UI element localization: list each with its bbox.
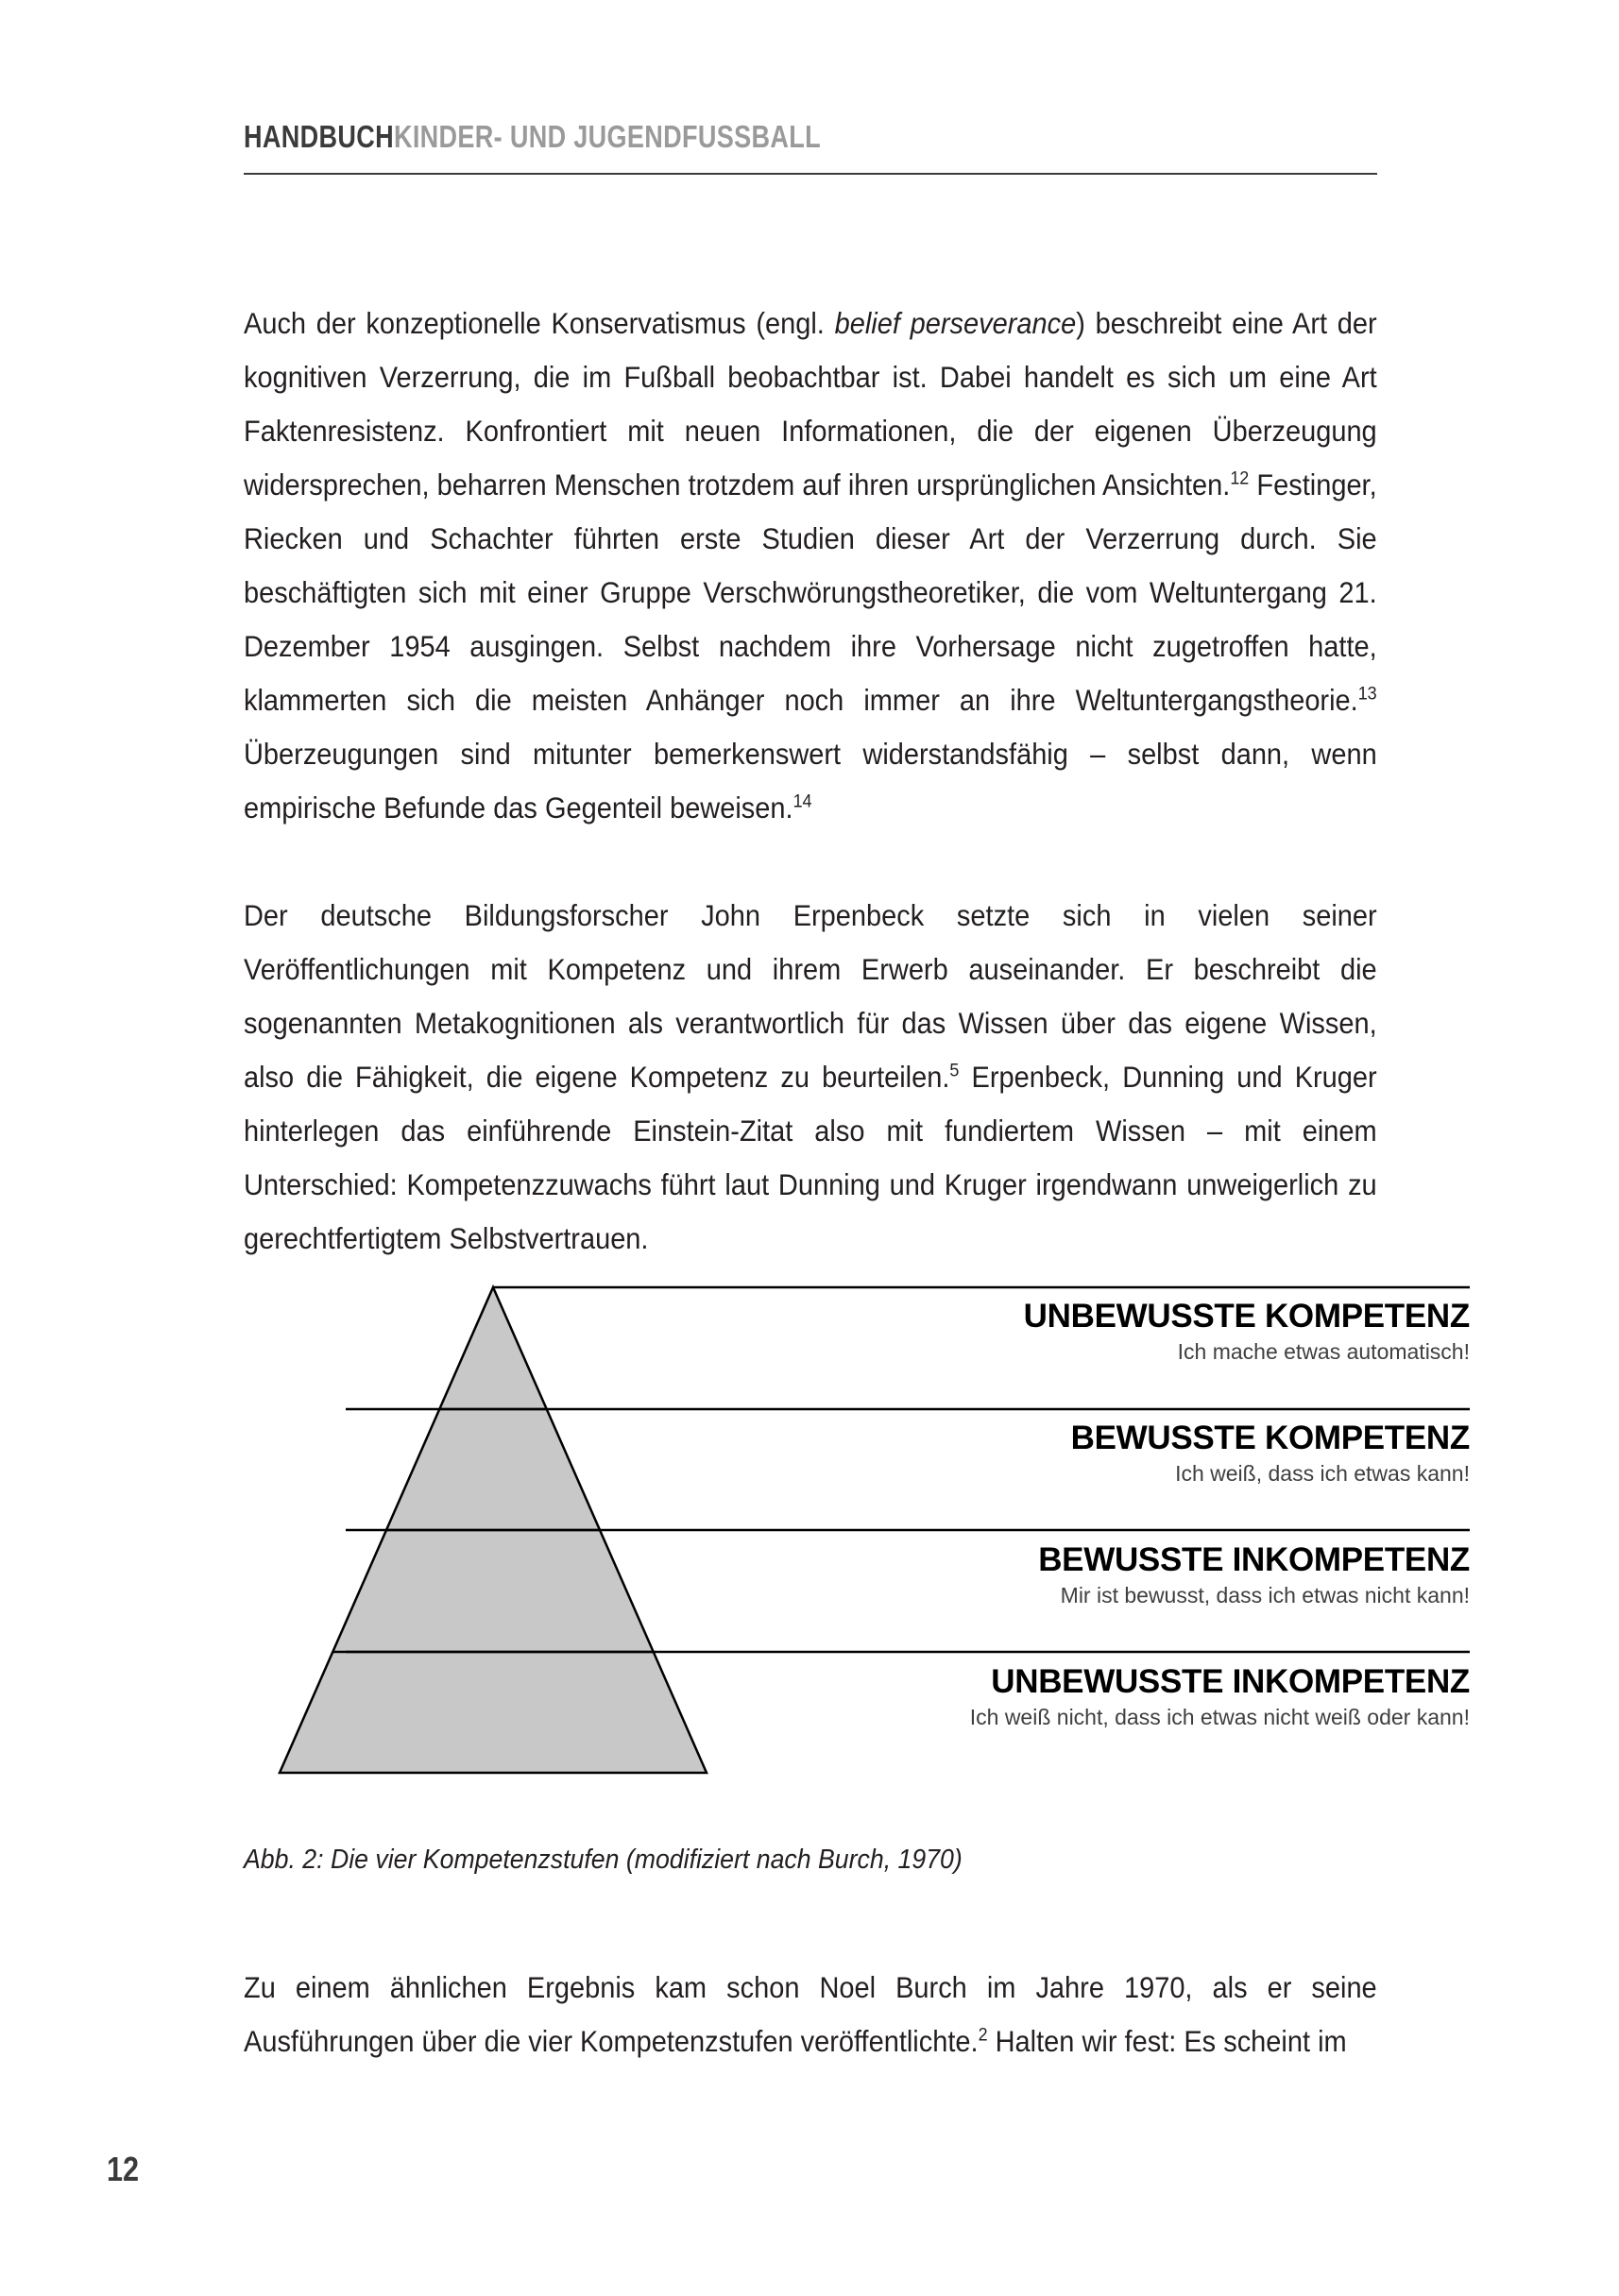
- footnote-ref-13: 13: [1357, 683, 1377, 705]
- figure-caption: Abb. 2: Die vier Kompetenzstufen (modifiziert nach Burch, 1970): [244, 1845, 963, 1875]
- p3-segment-a: Zu einem ähnlichen Ergebnis kam schon Noel Burch im Jahre 1970, als er seine Ausführungen über die vier Kompetenzstufen veröffentlichte.: [244, 1970, 1377, 2058]
- competence-pyramid-figure: [244, 1280, 1472, 1780]
- running-header: [244, 119, 1377, 155]
- page-number: 12: [107, 2150, 140, 2188]
- level-2-subtitle: Ich weiß, dass ich etwas kann!: [1175, 1461, 1470, 1486]
- p1-segment-a: Auch der konzeptionelle Konservatismus (engl.: [244, 306, 835, 340]
- footnote-ref-12: 12: [1230, 468, 1250, 489]
- p2-segment-b: Erpenbeck, Dunning und Kruger hinterlegen das einführende Einstein-Zitat also mit fundiertem Wissen – mit einem Unterschied: Kompetenzzuwachs führt laut Dunning und Kruger irgendwann unweigerlich zu gerechtfertigtem Selbstvertrauen.: [244, 1060, 1377, 1255]
- paragraph-belief-perseverance: [244, 297, 1377, 835]
- footnote-ref-2: 2: [978, 2024, 988, 2046]
- level-3-subtitle: Mir ist bewusst, dass ich etwas nicht kann!: [1060, 1583, 1470, 1607]
- footnote-ref-14: 14: [792, 791, 812, 812]
- p1-segment-c: Festinger, Riecken und Schachter führten erste Studien dieser Art der Verzerrung durch. Sie beschäftigten sich mit einer Gruppe Verschwörungstheoretiker, die vom Weltuntergang 21. Dezember 1954 ausgingen. Selbst nachdem ihre Vorhersage nicht zugetroffen hatte, klammerten sich die meisten Anhänger noch immer an ihre Weltuntergangstheorie.: [244, 468, 1377, 717]
- p1-segment-d: Überzeugungen sind mitunter bemerkenswert widerstandsfähig – selbst dann, wenn empirische Befunde das Gegenteil beweisen.: [244, 737, 1377, 825]
- p1-segment-b: ) beschreibt eine Art der kognitiven Verzerrung, die im Fußball beobachtbar ist. Dabei handelt es sich um eine Art Faktenresistenz. Konfrontiert mit neuen Informationen, die der eigenen Überzeugung widersprechen, beharren Menschen trotzdem auf ihren ursprünglichen Ansichten.: [244, 306, 1377, 502]
- level-4-title: UNBEWUSSTE INKOMPETENZ: [991, 1663, 1470, 1700]
- header-title-rest: KINDER- UND JUGENDFUSSBALL: [393, 119, 821, 154]
- p3-segment-b: Halten wir fest: Es scheint im: [987, 2024, 1347, 2058]
- paragraph-erpenbeck: [244, 889, 1377, 1266]
- level-1-title: UNBEWUSSTE KOMPETENZ: [1023, 1298, 1470, 1335]
- level-4-subtitle: Ich weiß nicht, dass ich etwas nicht weiß oder kann!: [969, 1705, 1470, 1729]
- p2-segment-a: Der deutsche Bildungsforscher John Erpenbeck setzte sich in vielen seiner Veröffentlichungen mit Kompetenz und ihrem Erwerb auseinander. Er beschreibt die sogenannten Metakognitionen als verantwortlich für das Wissen über das eigene Wissen, also die Fähigkeit, die eigene Kompetenz zu beurteilen.: [244, 898, 1377, 1094]
- p1-italic-term: belief perseverance: [834, 306, 1077, 340]
- footnote-ref-5: 5: [949, 1060, 960, 1081]
- header-title-strong: HANDBUCH: [244, 119, 394, 154]
- level-3-title: BEWUSSTE INKOMPETENZ: [1038, 1541, 1470, 1578]
- paragraph-burch: [244, 1961, 1377, 2068]
- header-divider: [244, 173, 1377, 175]
- level-1-subtitle: Ich mache etwas automatisch!: [1177, 1339, 1470, 1364]
- level-2-title: BEWUSSTE KOMPETENZ: [1070, 1420, 1470, 1456]
